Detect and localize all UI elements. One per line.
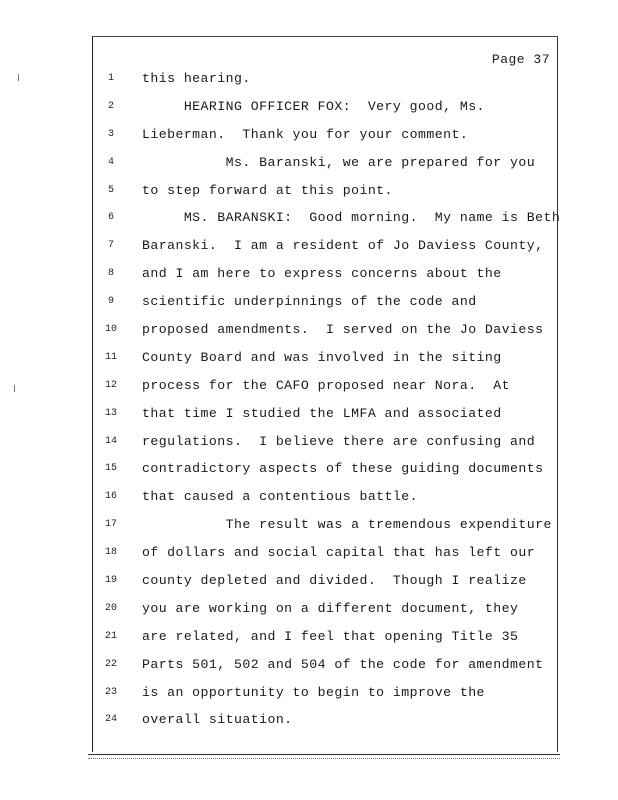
line-text: overall situation. — [142, 712, 293, 728]
transcript-line — [0, 653, 618, 681]
line-text: of dollars and social capital that has left our — [142, 545, 536, 561]
line-text: to step forward at this point. — [142, 182, 393, 198]
line-text: is an opportunity to begin to improve the — [142, 684, 485, 700]
transcript-line — [0, 430, 618, 458]
line-number: 21 — [104, 630, 117, 642]
line-text: MS. BARANSKI: Good morning. My name is Beth — [142, 210, 561, 226]
line-number: 18 — [104, 547, 117, 559]
line-text: Ms. Baranski, we are prepared for you — [142, 154, 536, 170]
transcript-line — [0, 262, 618, 290]
line-text: regulations. I believe there are confusing and — [142, 433, 536, 449]
line-number: 12 — [104, 379, 117, 391]
line-text: county depleted and divided. Though I realize — [142, 573, 527, 589]
line-text: you are working on a different document, they — [142, 600, 519, 616]
transcript-line — [0, 318, 618, 346]
transcript-line — [0, 123, 618, 151]
transcript-line — [0, 569, 618, 597]
line-text: Baranski. I am a resident of Jo Daviess County, — [142, 238, 544, 254]
line-text: The result was a tremendous expenditure — [142, 517, 552, 533]
line-text: scientific underpinnings of the code and — [142, 294, 477, 310]
line-number: 14 — [104, 435, 117, 447]
transcript-line — [0, 457, 618, 485]
line-text: are related, and I feel that opening Title 35 — [142, 628, 519, 644]
line-number: 8 — [107, 268, 114, 280]
line-text: process for the CAFO proposed near Nora. At — [142, 377, 511, 393]
line-number: 20 — [104, 602, 117, 614]
line-text: Parts 501, 502 and 504 of the code for amendment — [142, 656, 544, 672]
bottom-rule-dotted — [88, 758, 560, 759]
line-number: 11 — [104, 351, 117, 363]
line-text: HEARING OFFICER FOX: Very good, Ms. — [142, 98, 485, 114]
line-number: 2 — [107, 100, 114, 112]
transcript-line — [0, 513, 618, 541]
line-number: 1 — [107, 73, 114, 84]
line-number: 3 — [107, 128, 114, 140]
transcript-line — [0, 597, 618, 625]
transcript-line — [0, 290, 618, 318]
line-number: 9 — [107, 296, 114, 308]
line-number: 7 — [107, 240, 114, 252]
line-number: 23 — [104, 686, 117, 698]
line-text: County Board and was involved in the siting — [142, 349, 502, 365]
transcript-line — [0, 541, 618, 569]
line-number: 24 — [104, 714, 117, 726]
line-number: 4 — [107, 156, 114, 168]
transcript-line — [0, 151, 618, 179]
line-number: 22 — [104, 658, 117, 670]
transcript-line — [0, 346, 618, 374]
line-number: 13 — [104, 407, 117, 419]
transcript-line — [0, 485, 618, 513]
line-number: 6 — [107, 212, 114, 224]
line-number: 19 — [104, 575, 117, 587]
transcript-line — [0, 179, 618, 207]
transcript-line — [0, 95, 618, 123]
line-text: Lieberman. Thank you for your comment. — [142, 126, 469, 142]
line-text: contradictory aspects of these guiding documents — [142, 461, 544, 477]
line-text: that time I studied the LMFA and associated — [142, 405, 502, 421]
transcript-line — [0, 234, 618, 262]
line-text: that caused a contentious battle. — [142, 489, 419, 505]
transcript-line — [0, 67, 618, 95]
transcript-line — [0, 625, 618, 653]
transcript-line — [0, 402, 618, 430]
transcript-line — [0, 374, 618, 402]
bottom-rule — [88, 754, 560, 755]
transcript-line — [0, 708, 618, 736]
line-number: 16 — [104, 491, 117, 503]
line-number: 17 — [104, 519, 117, 531]
transcript-line — [0, 681, 618, 709]
line-text: and I am here to express concerns about the — [142, 266, 502, 282]
transcript-lines — [0, 67, 618, 736]
line-number: 15 — [104, 463, 117, 475]
line-number: 10 — [104, 324, 117, 336]
line-text: proposed amendments. I served on the Jo Daviess — [142, 322, 544, 338]
line-text: this hearing. — [142, 71, 251, 86]
transcript-line — [0, 206, 618, 234]
line-number: 5 — [107, 184, 114, 196]
page-number: Page 37 — [491, 52, 550, 67]
